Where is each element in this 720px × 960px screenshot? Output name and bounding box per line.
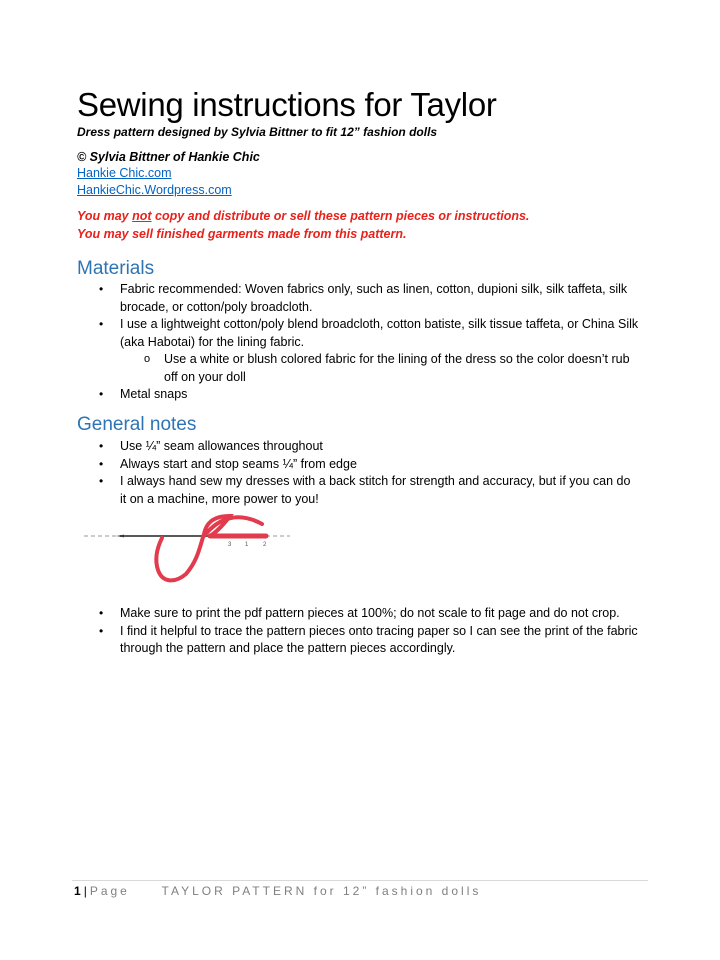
list-item-text: I always hand sew my dresses with a back stitch for strength and accuracy, but if you can do it on a machine, more power to you!: [120, 474, 631, 506]
running-title: TAYLOR PATTERN for 12” fashion dolls: [161, 884, 482, 898]
bullet-icon: •: [99, 606, 104, 620]
warning-text-start: You may: [77, 209, 133, 223]
sell-permission: You may sell finished garments made from this pattern.: [77, 227, 407, 241]
general-notes-heading: General notes: [77, 414, 197, 435]
copy-warning: [77, 209, 529, 223]
list-item: [0, 456, 720, 474]
list-item-text: I use a lightweight cotton/poly blend broadcloth, cotton batiste, silk tissue taffeta, or China Silk (aka Habotai) for the lining fabric.: [120, 317, 639, 349]
list-item-text: I find it helpful to trace the pattern pieces onto tracing paper so I can see the print of the fabric through the pattern and place the pattern pieces accordingly.: [120, 623, 638, 655]
list-item: [0, 316, 720, 351]
page-subtitle: Dress pattern designed by Sylvia Bittner to fit 12” fashion dolls: [77, 125, 438, 139]
bullet-icon: •: [99, 439, 104, 453]
thread-loop-icon: [156, 516, 230, 580]
general-notes-list-continued: [0, 605, 720, 658]
footer-separator: |: [83, 884, 87, 898]
page-label: Page: [89, 884, 130, 898]
bullet-icon: •: [99, 317, 104, 331]
stitch-label-2: 2: [263, 542, 267, 548]
list-item-text: Always start and stop seams ¼” from edge: [120, 456, 357, 471]
list-item-text: Make sure to print the pdf pattern pieces at 100%; do not scale to fit page and do not crop.: [120, 606, 620, 620]
general-notes-list: [0, 438, 720, 508]
list-item-text: Use ¼” seam allowances throughout: [120, 439, 323, 453]
sub-bullet-icon: o: [144, 353, 151, 365]
list-item-text: Use a white or blush colored fabric for the lining of the dress so the color doesn’t rub off on your doll: [164, 352, 630, 384]
stitch-label-3: 3: [228, 542, 232, 548]
stitch-label-1: 1: [245, 542, 249, 548]
materials-list: [0, 281, 720, 404]
list-item: [0, 281, 720, 316]
materials-heading: Materials: [77, 258, 155, 279]
list-item: [0, 473, 720, 508]
warning-emphasis: not: [132, 209, 152, 223]
list-item: [0, 438, 720, 456]
list-item: [0, 623, 720, 658]
list-item: [0, 605, 720, 623]
bullet-icon: •: [99, 623, 104, 638]
copyright-line: © Sylvia Bittner of Hankie Chic: [77, 150, 260, 164]
bullet-icon: •: [99, 456, 104, 471]
page-title: Sewing instructions for Taylor: [77, 86, 497, 123]
hankie-chic-link[interactable]: Hankie Chic.com: [77, 166, 172, 180]
list-item: [0, 386, 720, 404]
list-item-text: Fabric recommended: Woven fabrics only, such as linen, cotton, dupioni silk, silk taffeta, silk brocade, or cotton/poly broadcloth.: [120, 282, 628, 314]
wordpress-link[interactable]: HankieChic.Wordpress.com: [77, 183, 232, 197]
page-footer: [74, 884, 481, 898]
warning-text-end: copy and distribute or sell these pattern pieces or instructions.: [151, 209, 530, 223]
list-item-text: Metal snaps: [120, 387, 188, 401]
bullet-icon: •: [99, 387, 104, 401]
sub-list-item: [0, 351, 720, 386]
bullet-icon: •: [99, 282, 104, 296]
page-number: 1: [74, 884, 81, 898]
back-stitch-illustration: [70, 508, 310, 588]
bullet-icon: •: [99, 474, 104, 488]
footer-divider: [72, 880, 648, 881]
